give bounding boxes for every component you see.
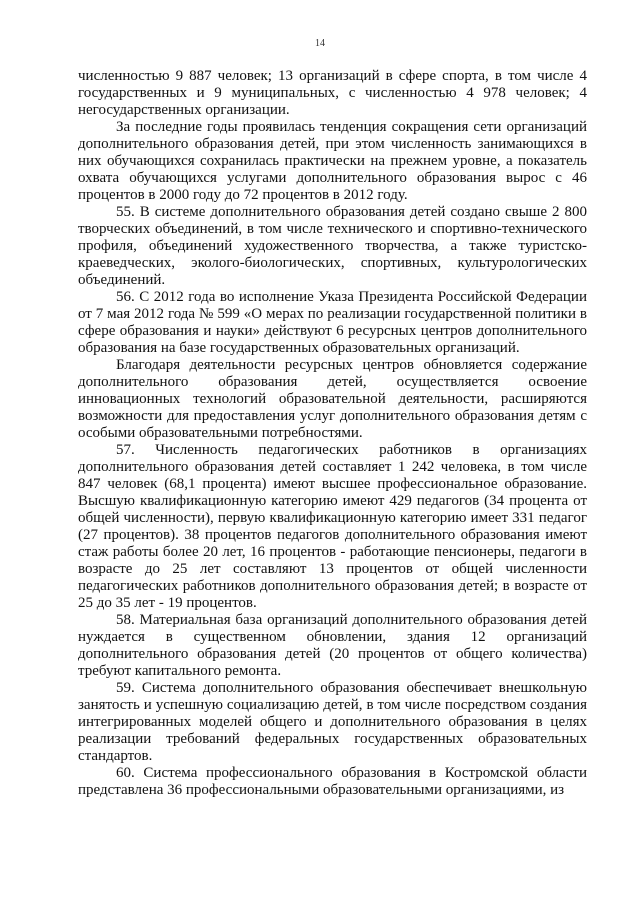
paragraph-network-trend: За последние годы проявилась тенденция сокращения сети организаций дополнительного образования детей, при этом численность занимающихся в них обучающихся сохранилась практически на прежнем уровне, а показатель охвата обучающихся услугами дополнительного образования вырос с 46 процентов в 2000 году до 72 процентов в 2012 году. — [78, 119, 587, 203]
paragraph-58-material-base: 58. Материальная база организаций дополнительного образования детей нуждается в существенном обновлении, здания 12 организаций дополнительного образования детей (20 процентов от общего количества) требуют капитального ремонта. — [78, 612, 587, 679]
paragraph-60-professional-education: 60. Система профессионального образования в Костромской области представлена 36 профессиональными образовательными организациями, из — [78, 765, 587, 798]
paragraph-55-creative-associations: 55. В системе дополнительного образования детей создано свыше 2 800 творческих объединений, в том числе технического и спортивно-технического профиля, объединений художественного творчества, а также туристско-краеведческих, эколого-биологических, спортивных, культурологических объединений. — [78, 204, 587, 288]
paragraph-resource-centers-activity: Благодаря деятельности ресурсных центров обновляется содержание дополнительного образования детей, осуществляется освоение инновационных технологий образовательной деятельности, расширяются возможности для предоставления услуг дополнительного образования детям с особыми образовательными потребностями. — [78, 357, 587, 441]
document-body — [78, 68, 587, 799]
paragraph-59-socialization: 59. Система дополнительного образования обеспечивает внешкольную занятость и успешную социализацию детей, в том числе посредством создания интегрированных моделей общего и дополнительного образования в целях реализации требований федеральных государственных образовательных стандартов. — [78, 680, 587, 764]
paragraph-56-resource-centers: 56. С 2012 года во исполнение Указа Президента Российской Федерации от 7 мая 2012 года № 599 «О мерах по реализации государственной политики в сфере образования и науки» действуют 6 ресурсных центров дополнительного образования на базе государственных образовательных организаций. — [78, 289, 587, 356]
paragraph-sports-organizations: численностью 9 887 человек; 13 организаций в сфере спорта, в том числе 4 государственных и 9 муниципальных, с численностью 4 978 человек; 4 негосударственных организации. — [78, 68, 587, 118]
page-number: 14 — [315, 38, 325, 49]
paragraph-57-teaching-staff: 57. Численность педагогических работников в организациях дополнительного образования детей составляет 1 242 человека, в том числе 847 человек (68,1 процента) имеют высшее профессиональное образование. Высшую квалификационную категорию имеют 429 педагогов (34 процента от общей численности), первую квалификационную категорию имеет 331 педагог (27 процентов). 38 процентов педагогов дополнительного образования имеют стаж работы более 20 лет, 16 процентов - работающие пенсионеры, педагоги в возрасте до 25 лет составляют 13 процентов от общей численности педагогических работников дополнительного образования детей; в возрасте от 25 до 35 лет - 19 процентов. — [78, 442, 587, 611]
